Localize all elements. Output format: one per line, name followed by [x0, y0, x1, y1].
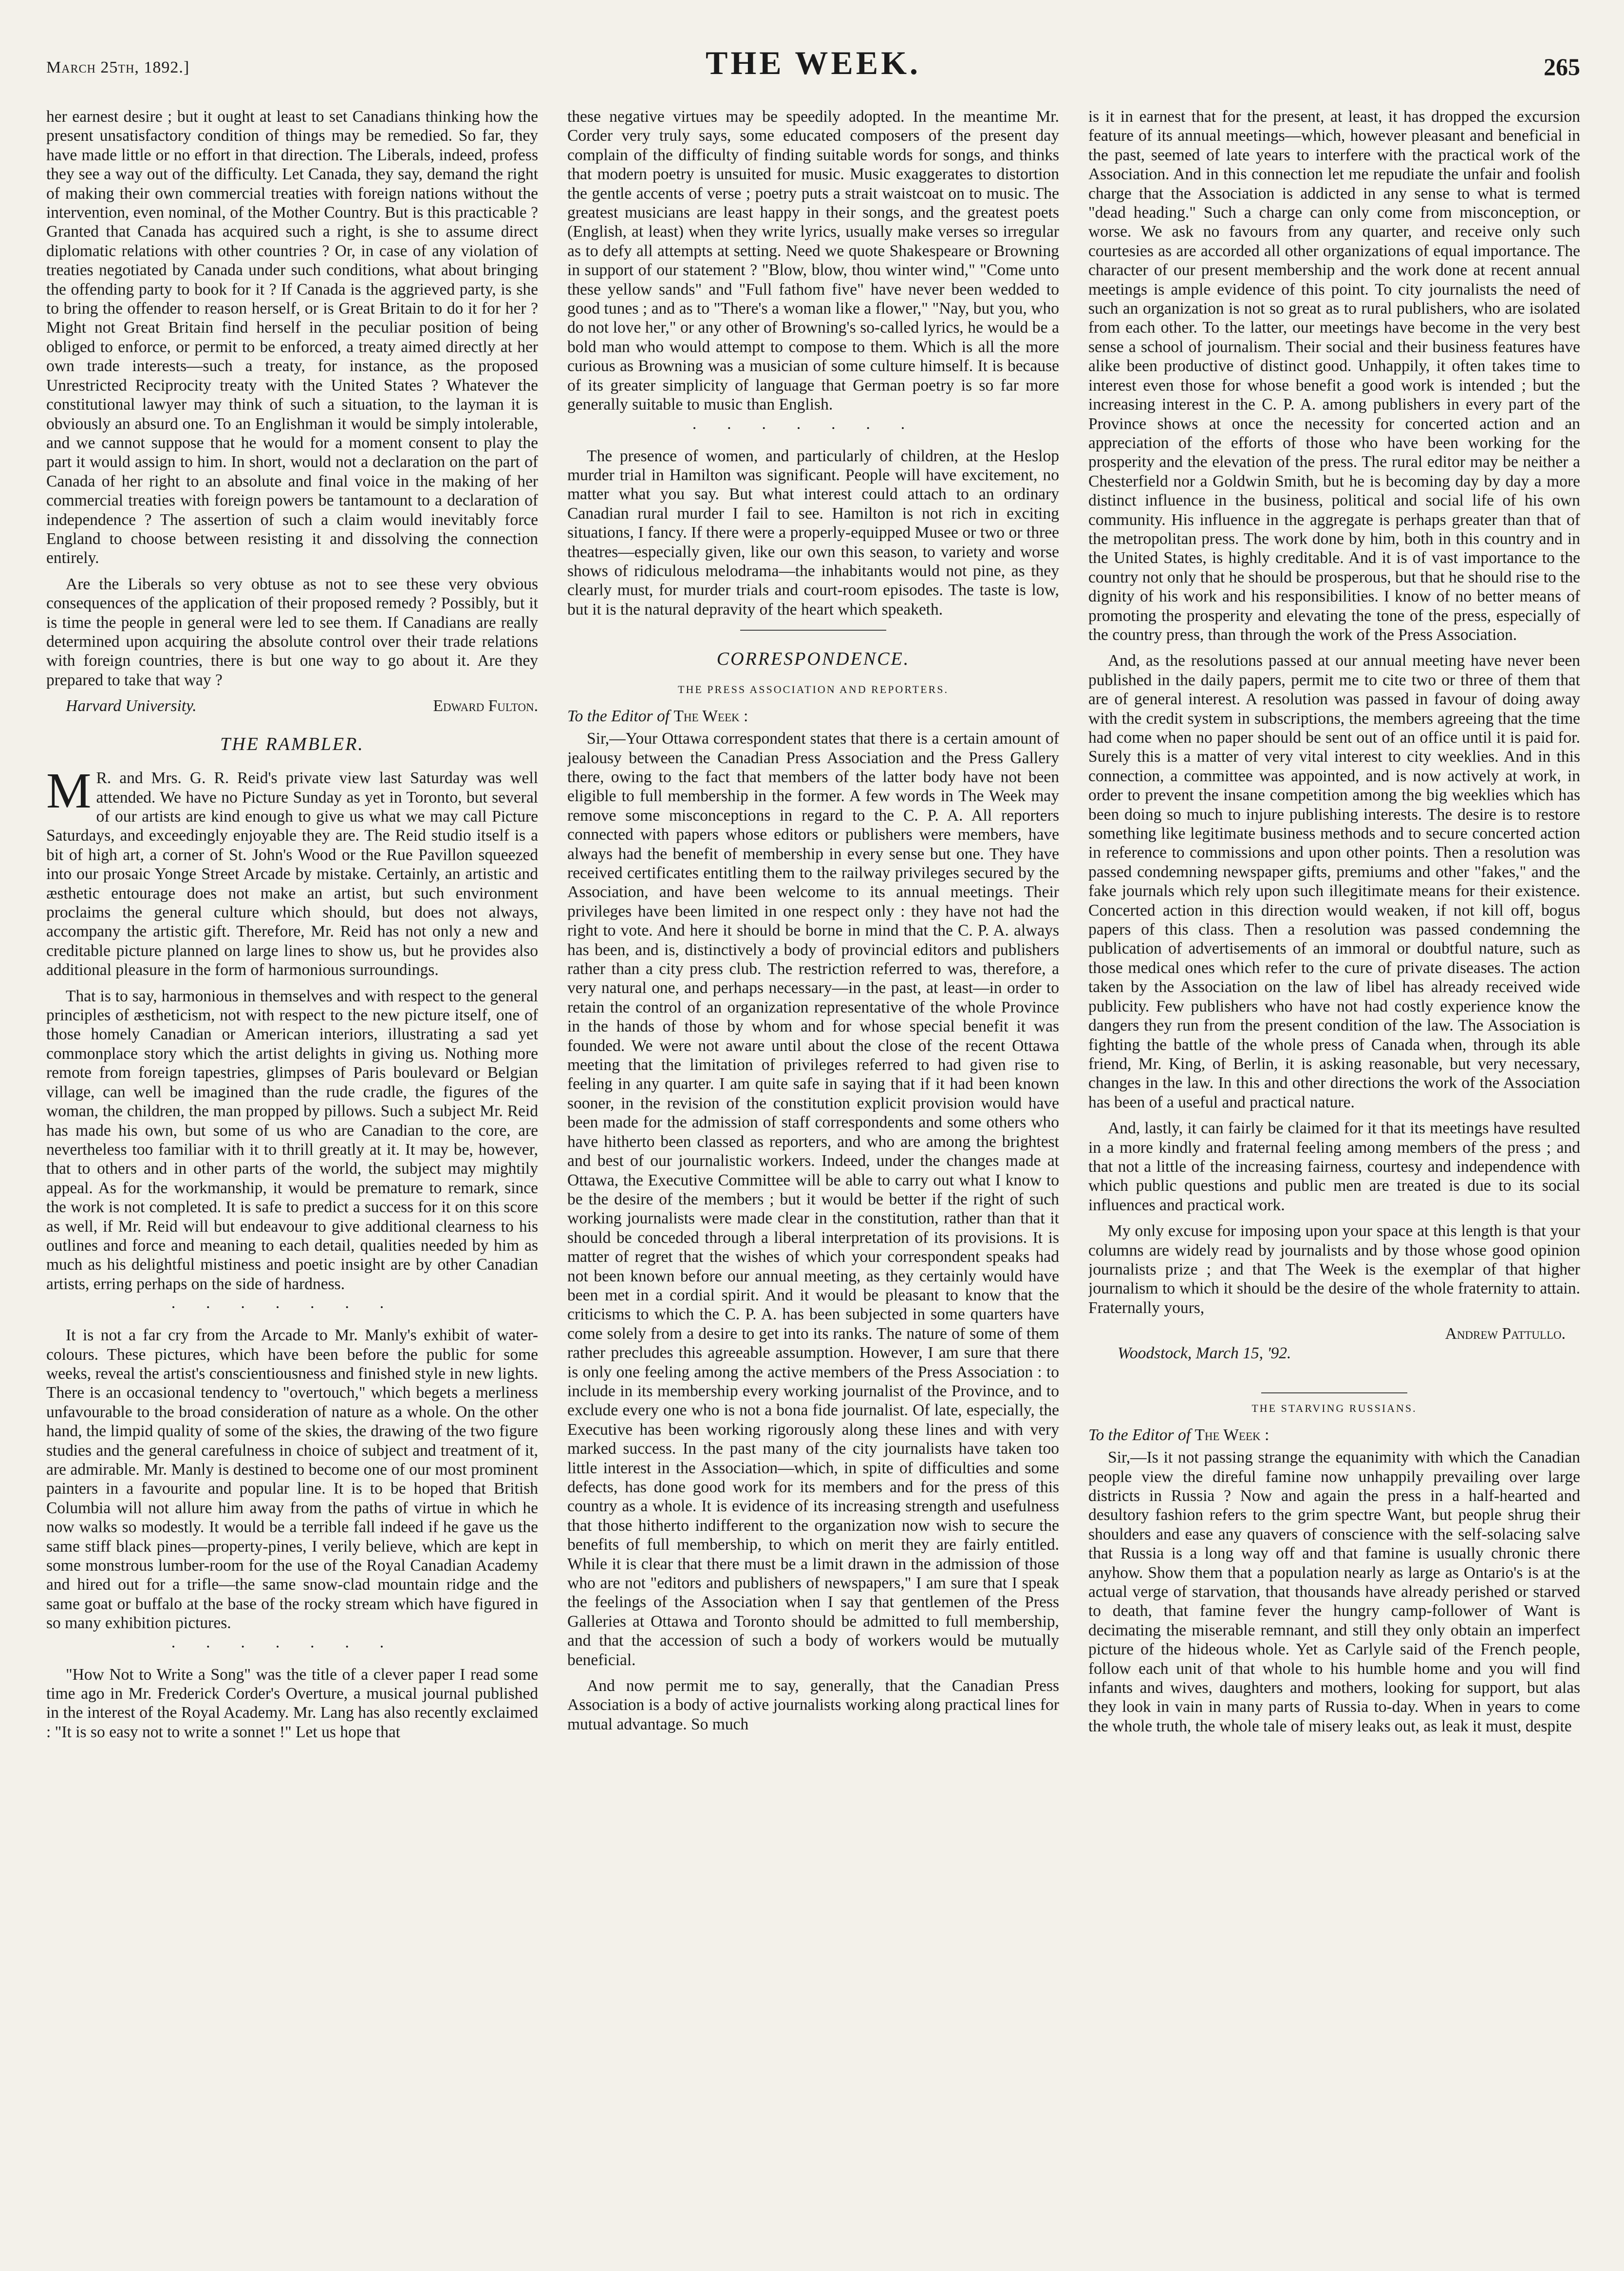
- rambler-text: R. and Mrs. G. R. Reid's private view last Saturday was well attended. We have no Picture Sunday as yet in Toronto, but several of our artists are kind enough to give us what we may call Picture Saturdays, and exceedingly enjoyable they are. The Reid studio itself is a bit of high art, a corner of St. John's Wood or the Rue Pavillon squeezed into our prosaic Yonge Street Arcade by mistake. Certainly, an artistic and æsthetic entourage does not make an artist, but such environment proclaims the general culture which should, but does not always, accompany the artistic gift. Therefore, Mr. Reid has not only a new and creditable picture planned on large lines to show us, but he provides also additional pleasure in the form of harmonious surroundings.: [46, 769, 538, 979]
- signature-name: Edward Fulton.: [433, 697, 538, 715]
- section-heading-rambler: THE RAMBLER.: [220, 734, 364, 755]
- rambler-paragraph: That is to say, harmonious in themselves and with respect to the general principles of æstheticism, not with respect to the new picture itself, one of those homely Canadian or American interiors, illustrating a sad yet commonplace story which the artist delights in giving us. Nothing more remote from foreign tapestries, glimpses of Paris boulevard or Belgian village, can well be imagined than the rude cradle, the figures of the woman, the children, the man propped by pillows. Such a subject Mr. Reid has made his own, but some of us who are Canadian to the core, are nevertheless too familiar with it to thrill greatly at it. It may be, however, that to others and in other parts of the world, the subject may mightily appeal. As for the workmanship, it would be premature to remark, since the work is not completed. It is safe to predict a success for it on this score as well, if Mr. Reid will but endeavour to give additional clearness to his outlines and force and meaning to each detail, qualities needed by him as much as his delightful mistiness and poetic insight are by other Canadian artists, erring perhaps on the side of hardness.: [46, 987, 538, 1293]
- page-number: 265: [1544, 53, 1580, 80]
- section-divider: ·······: [170, 1637, 414, 1656]
- section-heading-correspondence: CORRESPONDENCE.: [716, 649, 910, 670]
- letter-dateline: Woodstock, March 15, '92.: [1118, 1344, 1291, 1363]
- column-2: [567, 107, 1059, 2250]
- letter-paragraph: And, as the resolutions passed at our annual meeting have never been published in the daily papers, permit me to cite two or three of them that are of general interest. A resolution was passed in favour of doing away with the credit system in subscriptions, the members agreeing that the time had come when no paper should be sent out of an office until it is paid for. Surely this is a matter of very vital interest to city weeklies. And in this connection, a committee was appointed, and is now actively at work, in order to prevent the insane competition among the big weeklies which has been doing so much to injure publishing interests. The desire is to restore something like legitimate business methods and to secure concerted action in reference to commissions and upon other points. Then a resolution was passed condemning newspaper gifts, premiums and other "fakes," and the fake journals which rely upon such illegitimate means for their existence. Concerted action in this direction would weaken, if not kill off, bogus papers of this class. Then a resolution was passed condemning the publication of advertisements of an immoral or doubtful nature, such as those medical ones which refer to the cure of private diseases. The action taken by the Association on the law of libel has already received wide publicity. Few publishers who have not had costly experience know the dangers they run from the present condition of the law. The Association is fighting the battle of the whole press of Canada when, through its able friend, Mr. King, of Berlin, it is asking reasonable, but very necessary, changes in the law. In this and other directions the work of the Association has been of a useful and practical nature.: [1088, 652, 1580, 1111]
- letter-salutation: To the Editor of The Week :: [567, 707, 748, 726]
- letter-salutation: To the Editor of The Week :: [1088, 1426, 1269, 1445]
- rambler-paragraph: these negative virtues may be speedily adopted. In the meantime Mr. Corder very truly says, some educated composers of the present day complain of the difficulty of finding suitable words for songs, and thinks that modern poetry is unsuited for music. Music exaggerates to distortion the gentle accents of verse ; poetry puts a strait waistcoat on to music. The greatest musicians are least happy in their songs, and the greatest poets (English, at least) when they write lyrics, usually make verses so irregular as to defy all attempts at setting. Need we quote Shakespeare or Browning in support of our statement ? "Blow, blow, thou winter wind," "Come unto these yellow sands" and "Full fathom five" have never been wedded to good tunes ; and as to "There's a woman like a flower," "Nay, but you, who do not love her," or any other of Browning's so-called lyrics, he would be a bold man who would attempt to compose to them. Which is all the more curious as Browning was a musician of some culture himself. It is because of its greater simplicity of language that German poetry is so far more generally suitable to music than English.: [567, 108, 1059, 414]
- publication-title: THE WEEK.: [706, 44, 921, 81]
- letter-paragraph: And now permit me to say, generally, that the Canadian Press Association is a body of active journalists working along practical lines for mutual advantage. So much: [567, 1677, 1059, 1733]
- article-paragraph: Are the Liberals so very obtuse as not to see these very obvious consequences of the application of their proposed remedy ? Possibly, but it is time the people in general were led to see them. If Canadians are really determined upon acquiring the absolute control over their trade relations with foreign countries, there is but one way to go about it. Are they prepared to take that way ?: [46, 575, 538, 689]
- rambler-paragraph: [46, 763, 538, 979]
- section-divider: ·······: [691, 419, 935, 437]
- letter-title: THE PRESS ASSOCIATION AND REPORTERS.: [678, 683, 949, 696]
- article-paragraph: her earnest desire ; but it ought at least to set Canadians thinking how the present unsatisfactory condition of things may be remedied. So far, they have made little or no effort in that direction. The Liberals, indeed, profess they see a way out of the difficulty. Let Canada, they say, demand the right of making their own commercial treaties with foreign nations without the intervention, even nominal, of the Mother Country. But is this practicable ? Granted that Canada has acquired such a right, is she to assume direct diplomatic relations with other countries ? Or, in case of any violation of treaties negotiated by Canada under such conditions, what about bringing the offending party to book for it ? If Canada is the aggrieved party, is she to bring the offender to reason herself, or is Great Britain to do it for her ? Might not Great Britain find herself in the peculiar position of being obliged to enforce, or permit to be enforced, a treaty aimed directly at her own trade interests—such a treaty, for instance, as the proposed Unrestricted Reciprocity treaty with the United States ? Whatever the constitutional lawyer may think of such a situation, to the layman it is obviously an absurd one. To an Englishman it would be simply intolerable, and we cannot suppose that he would for a moment consent to play the part it would assign to him. In short, would not a declaration on the part of Canada of her right to an absolute and final voice in the making of her commercial treaties with foreign powers be tantamount to a declaration of independence ? The assertion of such a claim would inevitably force England to choose between resisting it and dissolving the connection entirely.: [46, 108, 538, 567]
- rambler-paragraph: The presence of women, and particularly of children, at the Heslop murder trial in Hamilton was significant. People will have excitement, no matter what you say. But what interest could attach to an ordinary Canadian rural murder I fail to see. Hamilton is not rich in exciting situations, I fancy. If there were a properly-equipped Musee or two or three theatres—especially given, like our own this season, to variety and worse shows of ridiculous melodrama—the inhabitants would not pine, as they clearly must, for murder trials and court-room episodes. The taste is low, but it is the natural depravity of the heart which speaketh.: [567, 447, 1059, 619]
- issue-date: March 25th, 1892.]: [46, 58, 190, 76]
- letter-paragraph: Sir,—Your Ottawa correspondent states that there is a certain amount of jealousy between the Canadian Press Association and the Press Gallery there, owing to the fact that members of the latter body have not been eligible to full membership in the former. A few words in The Week may remove some misconceptions in regard to the C. P. A. All reporters connected with papers whose editors or publishers were members, have always had the benefit of membership in every sense but one. They have received certificates entitling them to the railway privileges secured by the Association, and have been welcome to its annual meetings. Their privileges have been limited in one respect only : they have not had the right to vote. And here it should be borne in mind that the C. P. A. always has been, and is, distinctively a body of provincial editors and publishers rather than a city press club. The restriction referred to was, therefore, a very natural one, and perhaps necessary—in the past, at least—in order to retain the control of an organization representative of the whole Province in the hands of those by whom and for whose special benefit it was founded. We were not aware until about the close of the recent Ottawa meeting that the limitation of privileges referred to had given rise to feeling in any quarter. I am quite safe in saying that if it had been known sooner, in the revision of the constitution explicit provision would have been made for the admission of staff correspondents and some others who have hitherto been classed as reporters, and who are among the brightest and best of our journalistic workers. Indeed, under the changes made at Ottawa, the Executive Committee will be able to carry out what I know to be the desire of the members ; but it would be better if the right of such working journalists were made clear in the constitution, rather than that it should be conceded through a liberal interpretation of its provisions. It is matter of regret that the wishes of which your correspondent speaks had not been known before our annual meeting, as they certainly would have been met in a cordial spirit. And it would be pleasant to know that the criticisms to which the C. P. A. has been subjected in some quarters have come solely from a desire to get into its ranks. The nature of some of them rather precludes this agreeable assumption. However, I am sure that there is only one feeling among the active members of the Press Association : to include in its membership every working journalist of the Province, and to exclude every one who is not a bona fide journalist. Of late, especially, the Executive has been working rigorously along these lines and with very marked success. In the past many of the city journalists have taken too little interest in the Association—which, in spite of difficulties and some defects, has done good work for its members and for the press of this country as a whole. It is evidence of its increasing strength and usefulness that those hitherto indifferent to the organization now wish to secure the benefits of full membership, to which on merit they are fairly entitled. While it is clear that there must be a limit drawn in the admission of those who are not "editors and publishers of newspapers," I am sure that I speak the feelings of the Association when I say that gentlemen of the Press Galleries at Ottawa and Toronto should be admitted to full membership, and that the accession of such a body of workers would be mutually beneficial.: [567, 730, 1059, 1669]
- drop-cap: M: [46, 763, 92, 819]
- horizontal-rule: [740, 630, 886, 631]
- signature-place: Harvard University.: [66, 697, 197, 715]
- letter-title: THE STARVING RUSSIANS.: [1251, 1402, 1417, 1415]
- columns: [46, 107, 1580, 2250]
- rambler-paragraph: "How Not to Write a Song" was the title of a clever paper I read some time ago in Mr. Frederick Corder's Overture, a musical journal published in the interest of the Royal Academy. Mr. Lang has also recently exclaimed : "It is so easy not to write a sonnet !" Let us hope that: [46, 1665, 538, 1741]
- masthead: [46, 29, 1580, 102]
- section-divider: ·······: [170, 1298, 414, 1317]
- letter-signature: Andrew Pattullo.: [1445, 1325, 1566, 1343]
- letter-paragraph: is it in earnest that for the present, at least, it has dropped the excursion feature of its annual meetings—which, however pleasant and beneficial in the past, seemed of late years to interfere with the practical work of the Association. And in this connection let me repudiate the unfair and foolish charge that the Association is addicted in any sense to what is termed "dead heading." Such a charge can only come from misconception, or worse. We ask no favours from any quarter, and receive only such courtesies as are accorded all other organizations of equal importance. The character of our present membership and the work done at recent annual meetings is ample evidence of this point. To city journalists the need of such an organization is not so great as to rural publishers, who are isolated from each other. To the latter, our meetings have become in the very best sense a school of journalism. Their social and their business features have alike been productive of distinct good. Unhappily, it often takes time to interest even those for whose benefit a good work is intended ; but the increasing interest in the C. P. A. among publishers in every part of the Province shows at once the necessity for concerted action and an appreciation of the efforts of those who have been working for the prosperity and the elevation of the press. The rural editor may be neither a Chesterfield nor a Goldwin Smith, but he is becoming day by day a more distinct influence in the business, political and social life of his own community. His influence in the aggregate is perhaps greater than that of the metropolitan press. The work done by him, both in this country and in the United States, is highly creditable. And it is of vast importance to the country not only that he should be prosperous, but that he should rise to the dignity of his work and his responsibilities. I know of no better means of promoting the prosperity and elevating the tone of the press, especially of the country press, than through the work of the Press Association.: [1088, 108, 1580, 644]
- signature: [66, 696, 538, 716]
- letter-paragraph: My only excuse for imposing upon your space at this length is that your columns are widely read by journalists and by those whose good opinion journalists prize ; and that The Week is the exemplar of that higher journalism to which it should be the desire of the whole fraternity to attain. Fraternally yours,: [1088, 1222, 1580, 1317]
- column-1: [46, 107, 538, 2250]
- column-3: [1088, 107, 1580, 2250]
- letter-paragraph: And, lastly, it can fairly be claimed for it that its meetings have resulted in a more kindly and fraternal feeling among members of the press ; and that not a little of the increasing fairness, courtesy and independence with which public questions and public men are treated is due to its social influences and practical work.: [1088, 1119, 1580, 1214]
- rambler-paragraph: It is not a far cry from the Arcade to Mr. Manly's exhibit of water-colours. These pictures, which have been before the public for some weeks, reveal the artist's conscientiousness and finished style in new lights. There is an occasional tendency to "overtouch," which begets a merliness unfavourable to the broad consideration of nature as a whole. On the other hand, the limpid quality of some of the skies, the drawing of the two figure studies and the general carefulness in choice of subject and treatment of it, are admirable. Mr. Manly is destined to become one of our most prominent painters in a favourite and popular line. It is to be hoped that British Columbia will not allure him away from the paths of virtue in which he now walks so modestly. It would be a terrible fall indeed if he gave us the same stiff black pines—property-pines, I verily believe, which are kept in some monstrous lumber-room for the use of the Royal Canadian Academy and hired out for a trifle—the same snow-clad mountain ridge and the same goat or buffalo at the base of the rocky stream which have figured in so many exhibition pictures.: [46, 1326, 538, 1633]
- letter-paragraph: Sir,—Is it not passing strange the equanimity with which the Canadian people view the direful famine now unhappily prevailing over large districts in Russia ? Now and again the press in a half-hearted and desultory fashion refers to the grim spectre Want, but people shrug their shoulders and ease any quavers of conscience with the self-solacing salve that Russia is a long way off and that famine is usually chronic there anyhow. Show them that a population nearly as large as Ontario's is at the actual verge of starvation, that thousands have already perished or starved to death, that famine fever the hungry camp-follower of Want is decimating the miserable remnant, and still they only obtain an imperfect picture of the hideous whole. Yet as Carlyle said of the French people, follow each unit of that whole to his humble home and you will find infants and wives, daughters and mothers, looking for support, but alas they look in vain in many parts of Russia to-day. When in years to come the whole truth, the whole tale of misery leaks out, as leak it must, despite: [1088, 1448, 1580, 1735]
- horizontal-rule: [1261, 1392, 1407, 1393]
- newspaper-page: [46, 29, 1580, 2250]
